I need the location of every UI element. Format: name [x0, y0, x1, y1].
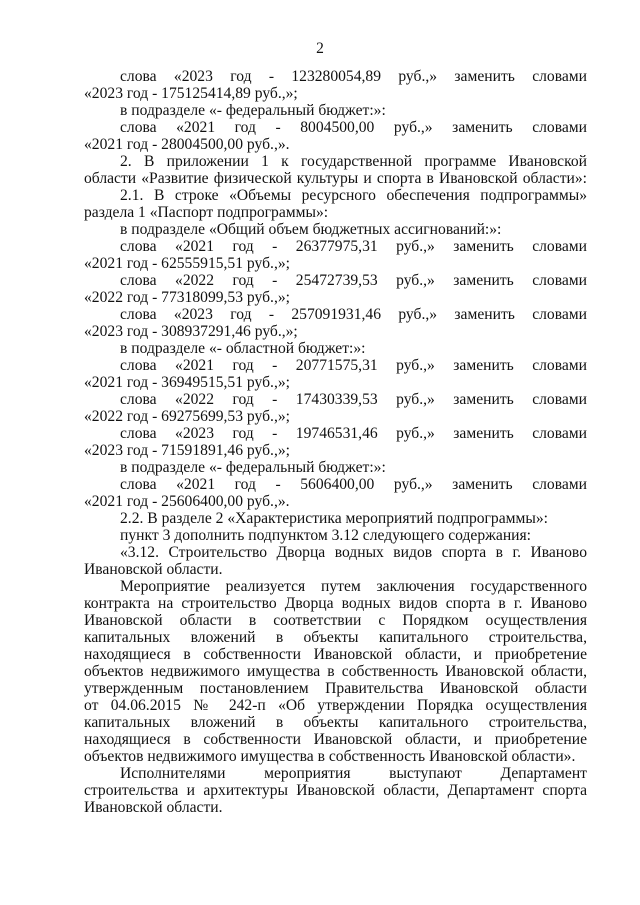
- text-line: слова «2021 год - 8004500,00 руб.,» заменить словами: [120, 119, 587, 136]
- text-line: «2022 год - 69275699,53 руб.,»;: [84, 408, 290, 425]
- document-body: [84, 68, 587, 816]
- text-line: утвержденным постановлением Правительства Ивановской области: [84, 680, 587, 697]
- text-line: капитальных вложений в объекты капитального строительства,: [84, 714, 587, 731]
- text-line: слова «2023 год - 123280054,89 руб.,» заменить словами: [120, 68, 587, 85]
- text-line: от 04.06.2015 № 242-п «Об утверждении Порядка осуществления: [84, 697, 587, 714]
- text-line: в подразделе «Общий объем бюджетных ассигнований:»:: [120, 221, 502, 238]
- text-line: строительства и архитектуры Ивановской области, Департамент спорта: [84, 782, 587, 799]
- text-line: «3.12. Строительство Дворца водных видов спорта в г. Иваново: [120, 544, 587, 561]
- text-line: объектов недвижимого имущества в собственность Ивановской области».: [84, 748, 576, 765]
- text-line: Ивановской области в соответствии с Порядком осуществления: [84, 612, 587, 629]
- text-line: «2023 год - 71591891,46 руб.,»;: [84, 442, 290, 459]
- text-line: слова «2022 год - 17430339,53 руб.,» заменить словами: [120, 391, 587, 408]
- text-line: 2. В приложении 1 к государственной программе Ивановской: [120, 153, 587, 170]
- text-line: слова «2023 год - 19746531,46 руб.,» заменить словами: [120, 425, 587, 442]
- text-line: в подразделе «- федеральный бюджет:»:: [120, 459, 386, 476]
- text-line: находящиеся в собственности Ивановской области, и приобретение: [84, 646, 587, 663]
- page-number: 2: [316, 40, 324, 57]
- text-line: слова «2023 год - 257091931,46 руб.,» заменить словами: [120, 306, 587, 323]
- text-line: пункт 3 дополнить подпунктом 3.12 следующего содержания:: [120, 527, 532, 544]
- text-line: объектов недвижимого имущества в собственность Ивановской области,: [84, 663, 587, 680]
- text-line: «2021 год - 25606400,00 руб.,».: [84, 493, 290, 510]
- text-line: «2021 год - 62555915,51 руб.,»;: [84, 255, 290, 272]
- text-line: Ивановской области.: [84, 799, 223, 816]
- text-line: в подразделе «- областной бюджет:»:: [120, 340, 366, 357]
- text-line: находящиеся в собственности Ивановской области, и приобретение: [84, 731, 587, 748]
- text-line: слова «2021 год - 5606400,00 руб.,» заменить словами: [120, 476, 587, 493]
- text-line: Ивановской области.: [84, 561, 223, 578]
- text-line: слова «2021 год - 20771575,31 руб.,» заменить словами: [120, 357, 587, 374]
- text-line: Исполнителями мероприятия выступают Департамент: [120, 765, 587, 782]
- text-line: 2.1. В строке «Объемы ресурсного обеспечения подпрограммы»: [120, 187, 587, 204]
- text-line: слова «2021 год - 26377975,31 руб.,» заменить словами: [120, 238, 587, 255]
- text-line: «2021 год - 36949515,51 руб.,»;: [84, 374, 290, 391]
- text-line: 2.2. В разделе 2 «Характеристика мероприятий подпрограммы»:: [120, 510, 548, 527]
- text-line: «2021 год - 28004500,00 руб.,».: [84, 136, 290, 153]
- text-line: контракта на строительство Дворца водных видов спорта в г. Иваново: [84, 595, 587, 612]
- text-line: «2023 год - 308937291,46 руб.,»;: [84, 323, 298, 340]
- text-line: области «Развитие физической культуры и спорта в Ивановской области»:: [84, 170, 587, 187]
- text-line: раздела 1 «Паспорт подпрограммы»:: [84, 204, 329, 221]
- text-line: Мероприятие реализуется путем заключения государственного: [120, 578, 587, 595]
- text-line: в подразделе «- федеральный бюджет:»:: [120, 102, 386, 119]
- text-line: капитальных вложений в объекты капитального строительства,: [84, 629, 587, 646]
- text-line: «2022 год - 77318099,53 руб.,»;: [84, 289, 290, 306]
- text-line: слова «2022 год - 25472739,53 руб.,» заменить словами: [120, 272, 587, 289]
- text-line: «2023 год - 175125414,89 руб.,»;: [84, 85, 298, 102]
